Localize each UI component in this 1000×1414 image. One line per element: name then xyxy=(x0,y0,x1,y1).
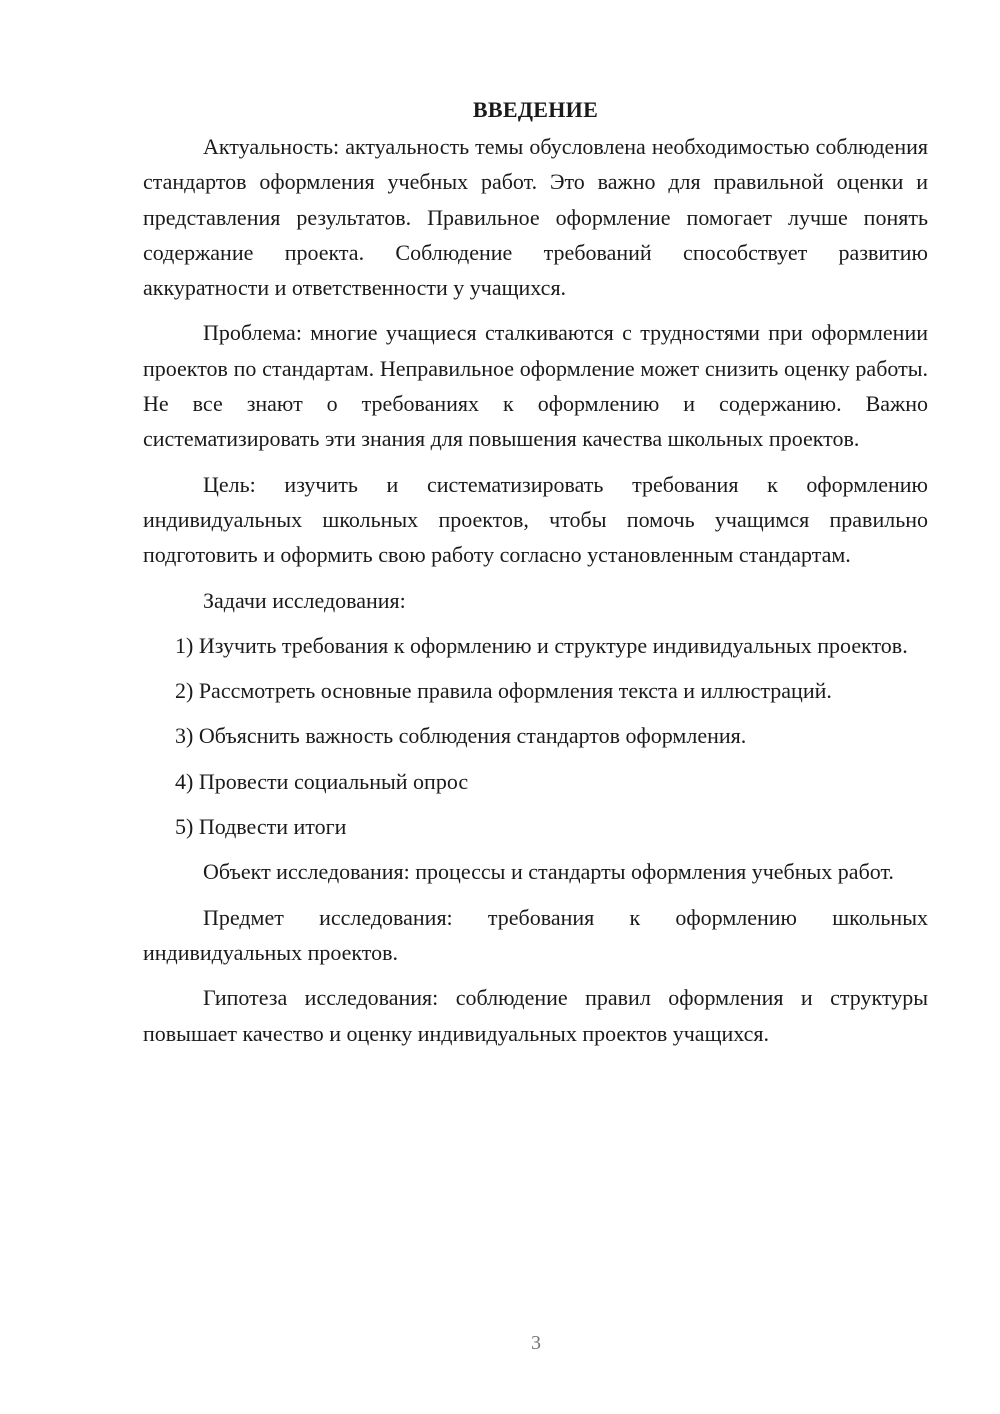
page-content xyxy=(143,92,928,1061)
task-item-5: 5) Подвести итоги xyxy=(175,814,347,840)
paragraph-object: Объект исследования: процессы и стандарты оформления учебных работ. xyxy=(203,859,894,885)
task-item-2: 2) Рассмотреть основные правила оформления текста и иллюстраций. xyxy=(175,678,832,704)
paragraph-problem: Проблема: многие учащиеся сталкиваются с трудностями при оформлении проектов по стандартам. Неправильное оформление может снизить оценку работы. Не все знают о требованиях к оформлению и содержанию. Важно систематизировать эти знания для повышения качества школьных проектов. xyxy=(143,320,928,452)
task-item-4: 4) Провести социальный опрос xyxy=(175,768,469,794)
section-title: ВВЕДЕНИЕ xyxy=(472,97,599,122)
paragraph-subject: Предмет исследования: требования к оформлению школьных индивидуальных проектов. xyxy=(143,904,928,965)
task-item-1: 1) Изучить требования к оформлению и структуре индивидуальных проектов. xyxy=(175,632,908,658)
tasks-heading: Задачи исследования: xyxy=(203,587,406,613)
page-number: 3 xyxy=(531,1332,541,1354)
paragraph-goal: Цель: изучить и систематизировать требования к оформлению индивидуальных школьных проектов, чтобы помочь учащимся правильно подготовить и оформить свою работу согласно установленным стандартам. xyxy=(143,471,928,568)
paragraph-hypothesis: Гипотеза исследования: соблюдение правил оформления и структуры повышает качество и оценку индивидуальных проектов учащихся. xyxy=(143,985,928,1046)
paragraph-relevance: Актуальность: актуальность темы обусловлена необходимостью соблюдения стандартов оформления учебных работ. Это важно для правильной оценки и представления результатов. Правильное оформление помогает лучше понять содержание проекта. Соблюдение требований способствует развитию аккуратности и ответственности у учащихся. xyxy=(143,134,928,301)
task-item-3: 3) Объяснить важность соблюдения стандартов оформления. xyxy=(175,723,747,749)
